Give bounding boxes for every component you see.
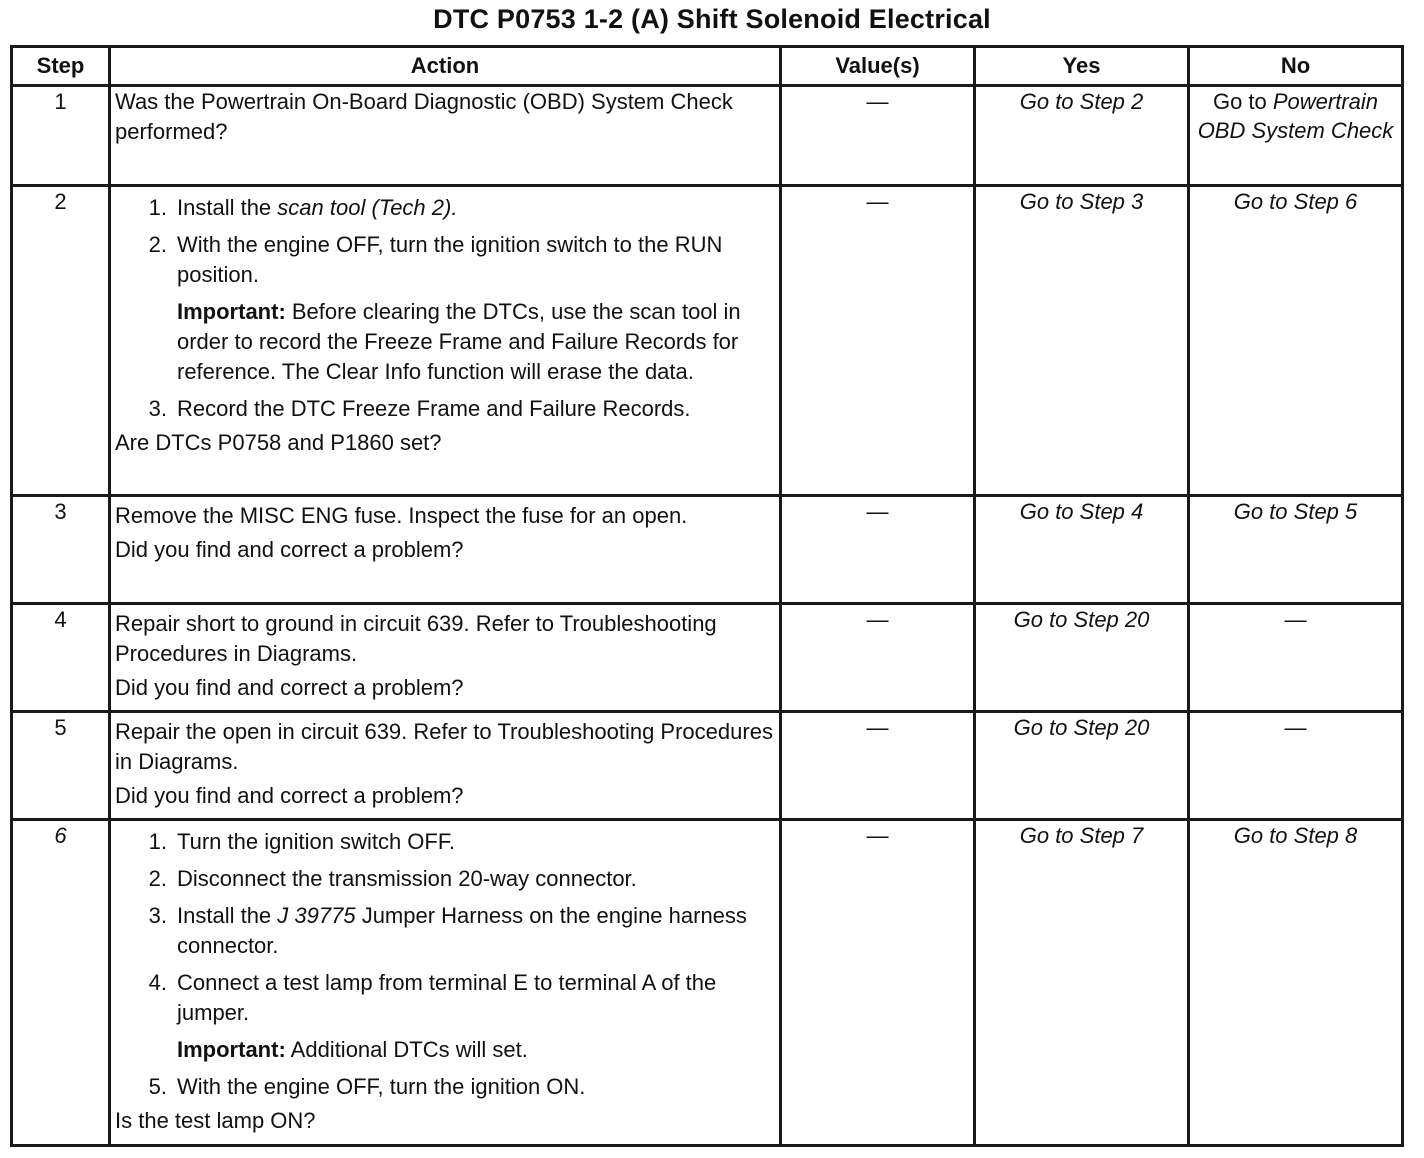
- important-label: Important:: [177, 299, 286, 324]
- list-item-number: 5.: [148, 1074, 167, 1099]
- list-item: [115, 394, 775, 424]
- yes-result[interactable]: Go to Step 4: [975, 496, 1189, 604]
- list-item-number: 3.: [148, 396, 167, 421]
- no-result: —: [1189, 712, 1403, 820]
- table-row: [12, 604, 1403, 712]
- step-number: 6: [12, 820, 110, 1146]
- list-item-text: With the engine OFF, turn the ignition ON.: [177, 1074, 586, 1099]
- step-number: 1: [12, 86, 110, 186]
- step-number: 2: [12, 186, 110, 496]
- important-note: [177, 1035, 775, 1065]
- list-item: [115, 827, 775, 857]
- action-cell: [110, 712, 781, 820]
- list-item-text-pre: Install the: [177, 195, 278, 220]
- list-item-text: [177, 193, 775, 223]
- list-item-text-em: J 39775: [277, 903, 356, 928]
- diagnostic-table: [10, 45, 1404, 1147]
- step-number: 5: [12, 712, 110, 820]
- value-cell: —: [781, 712, 975, 820]
- table-row: [12, 86, 1403, 186]
- no-result-link[interactable]: Powertrain OBD System Check: [1197, 89, 1394, 143]
- no-result-prefix: Go to: [1212, 89, 1273, 114]
- header-step: Step: [12, 47, 110, 86]
- action-text: Repair the open in circuit 639. Refer to Troubleshooting Procedures in Diagrams.: [115, 719, 773, 774]
- step-list: [115, 827, 775, 1102]
- no-result[interactable]: Go to Step 8: [1189, 820, 1403, 1146]
- action-question: Did you find and correct a problem?: [115, 783, 464, 808]
- no-result: —: [1189, 604, 1403, 712]
- header-values: Value(s): [781, 47, 975, 86]
- yes-result[interactable]: Go to Step 3: [975, 186, 1189, 496]
- list-item: [115, 193, 775, 223]
- yes-result[interactable]: Go to Step 2: [975, 86, 1189, 186]
- important-note: [177, 297, 775, 387]
- header-yes: Yes: [975, 47, 1189, 86]
- list-item-text: With the engine OFF, turn the ignition switch to the RUN position.: [177, 232, 723, 287]
- value-cell: —: [781, 186, 975, 496]
- list-item: [115, 1072, 775, 1102]
- action-text: Remove the MISC ENG fuse. Inspect the fuse for an open.: [115, 503, 688, 528]
- list-item-number: 3.: [148, 903, 167, 928]
- important-text: Additional DTCs will set.: [285, 1037, 528, 1062]
- no-result[interactable]: Go to Step 5: [1189, 496, 1403, 604]
- value-cell: —: [781, 604, 975, 712]
- header-action: Action: [110, 47, 781, 86]
- no-result[interactable]: [1189, 86, 1403, 186]
- header-row: [12, 47, 1403, 86]
- action-text: Was the Powertrain On-Board Diagnostic (OBD) System Check performed?: [115, 89, 733, 144]
- list-item-number: 4.: [148, 970, 167, 995]
- list-item: [115, 968, 775, 1028]
- action-question: Is the test lamp ON?: [115, 1108, 316, 1133]
- step-list: [115, 193, 775, 424]
- yes-result[interactable]: Go to Step 20: [975, 712, 1189, 820]
- list-item-text: Disconnect the transmission 20-way connector.: [177, 866, 637, 891]
- list-item: [115, 901, 775, 961]
- page-title: DTC P0753 1-2 (A) Shift Solenoid Electrical: [433, 4, 991, 34]
- important-label: Important:: [177, 1037, 286, 1062]
- table-row: [12, 186, 1403, 496]
- action-question: Are DTCs P0758 and P1860 set?: [115, 430, 442, 455]
- yes-result[interactable]: Go to Step 7: [975, 820, 1189, 1146]
- list-item: [115, 864, 775, 894]
- action-question: Did you find and correct a problem?: [115, 675, 464, 700]
- action-cell: [110, 820, 781, 1146]
- table-row: [12, 712, 1403, 820]
- action-cell: [110, 496, 781, 604]
- list-item-text-pre: Install the: [177, 903, 278, 928]
- action-question: Did you find and correct a problem?: [115, 537, 464, 562]
- step-number: 3: [12, 496, 110, 604]
- list-item-number: 2.: [148, 232, 167, 257]
- list-item-number: 2.: [148, 866, 167, 891]
- no-result[interactable]: Go to Step 6: [1189, 186, 1403, 496]
- yes-result[interactable]: Go to Step 20: [975, 604, 1189, 712]
- step-number: 4: [12, 604, 110, 712]
- list-item-number: 1.: [148, 195, 167, 220]
- action-cell: [110, 604, 781, 712]
- list-item-text: Turn the ignition switch OFF.: [177, 829, 455, 854]
- action-text: Repair short to ground in circuit 639. Refer to Troubleshooting Procedures in Diagrams.: [115, 611, 717, 666]
- list-item-text-em: scan tool (Tech 2).: [277, 195, 458, 220]
- important-text: Before clearing the DTCs, use the scan tool in order to record the Freeze Frame and Failure Records for reference. The Clear Info function will erase the data.: [177, 299, 741, 384]
- list-item: [115, 230, 775, 290]
- list-item-number: 1.: [148, 829, 167, 854]
- action-cell: [110, 86, 781, 186]
- value-cell: —: [781, 820, 975, 1146]
- list-item-text: [177, 901, 775, 961]
- table-row: [12, 820, 1403, 1146]
- action-cell: [110, 186, 781, 496]
- value-cell: —: [781, 496, 975, 604]
- list-item-text: Connect a test lamp from terminal E to terminal A of the jumper.: [177, 970, 717, 1025]
- value-cell: —: [781, 86, 975, 186]
- list-item-text-post: Jumper Harness on the engine harness connector.: [177, 903, 747, 958]
- list-item-text: Record the DTC Freeze Frame and Failure Records.: [177, 396, 691, 421]
- header-no: No: [1189, 47, 1403, 86]
- table-row: [12, 496, 1403, 604]
